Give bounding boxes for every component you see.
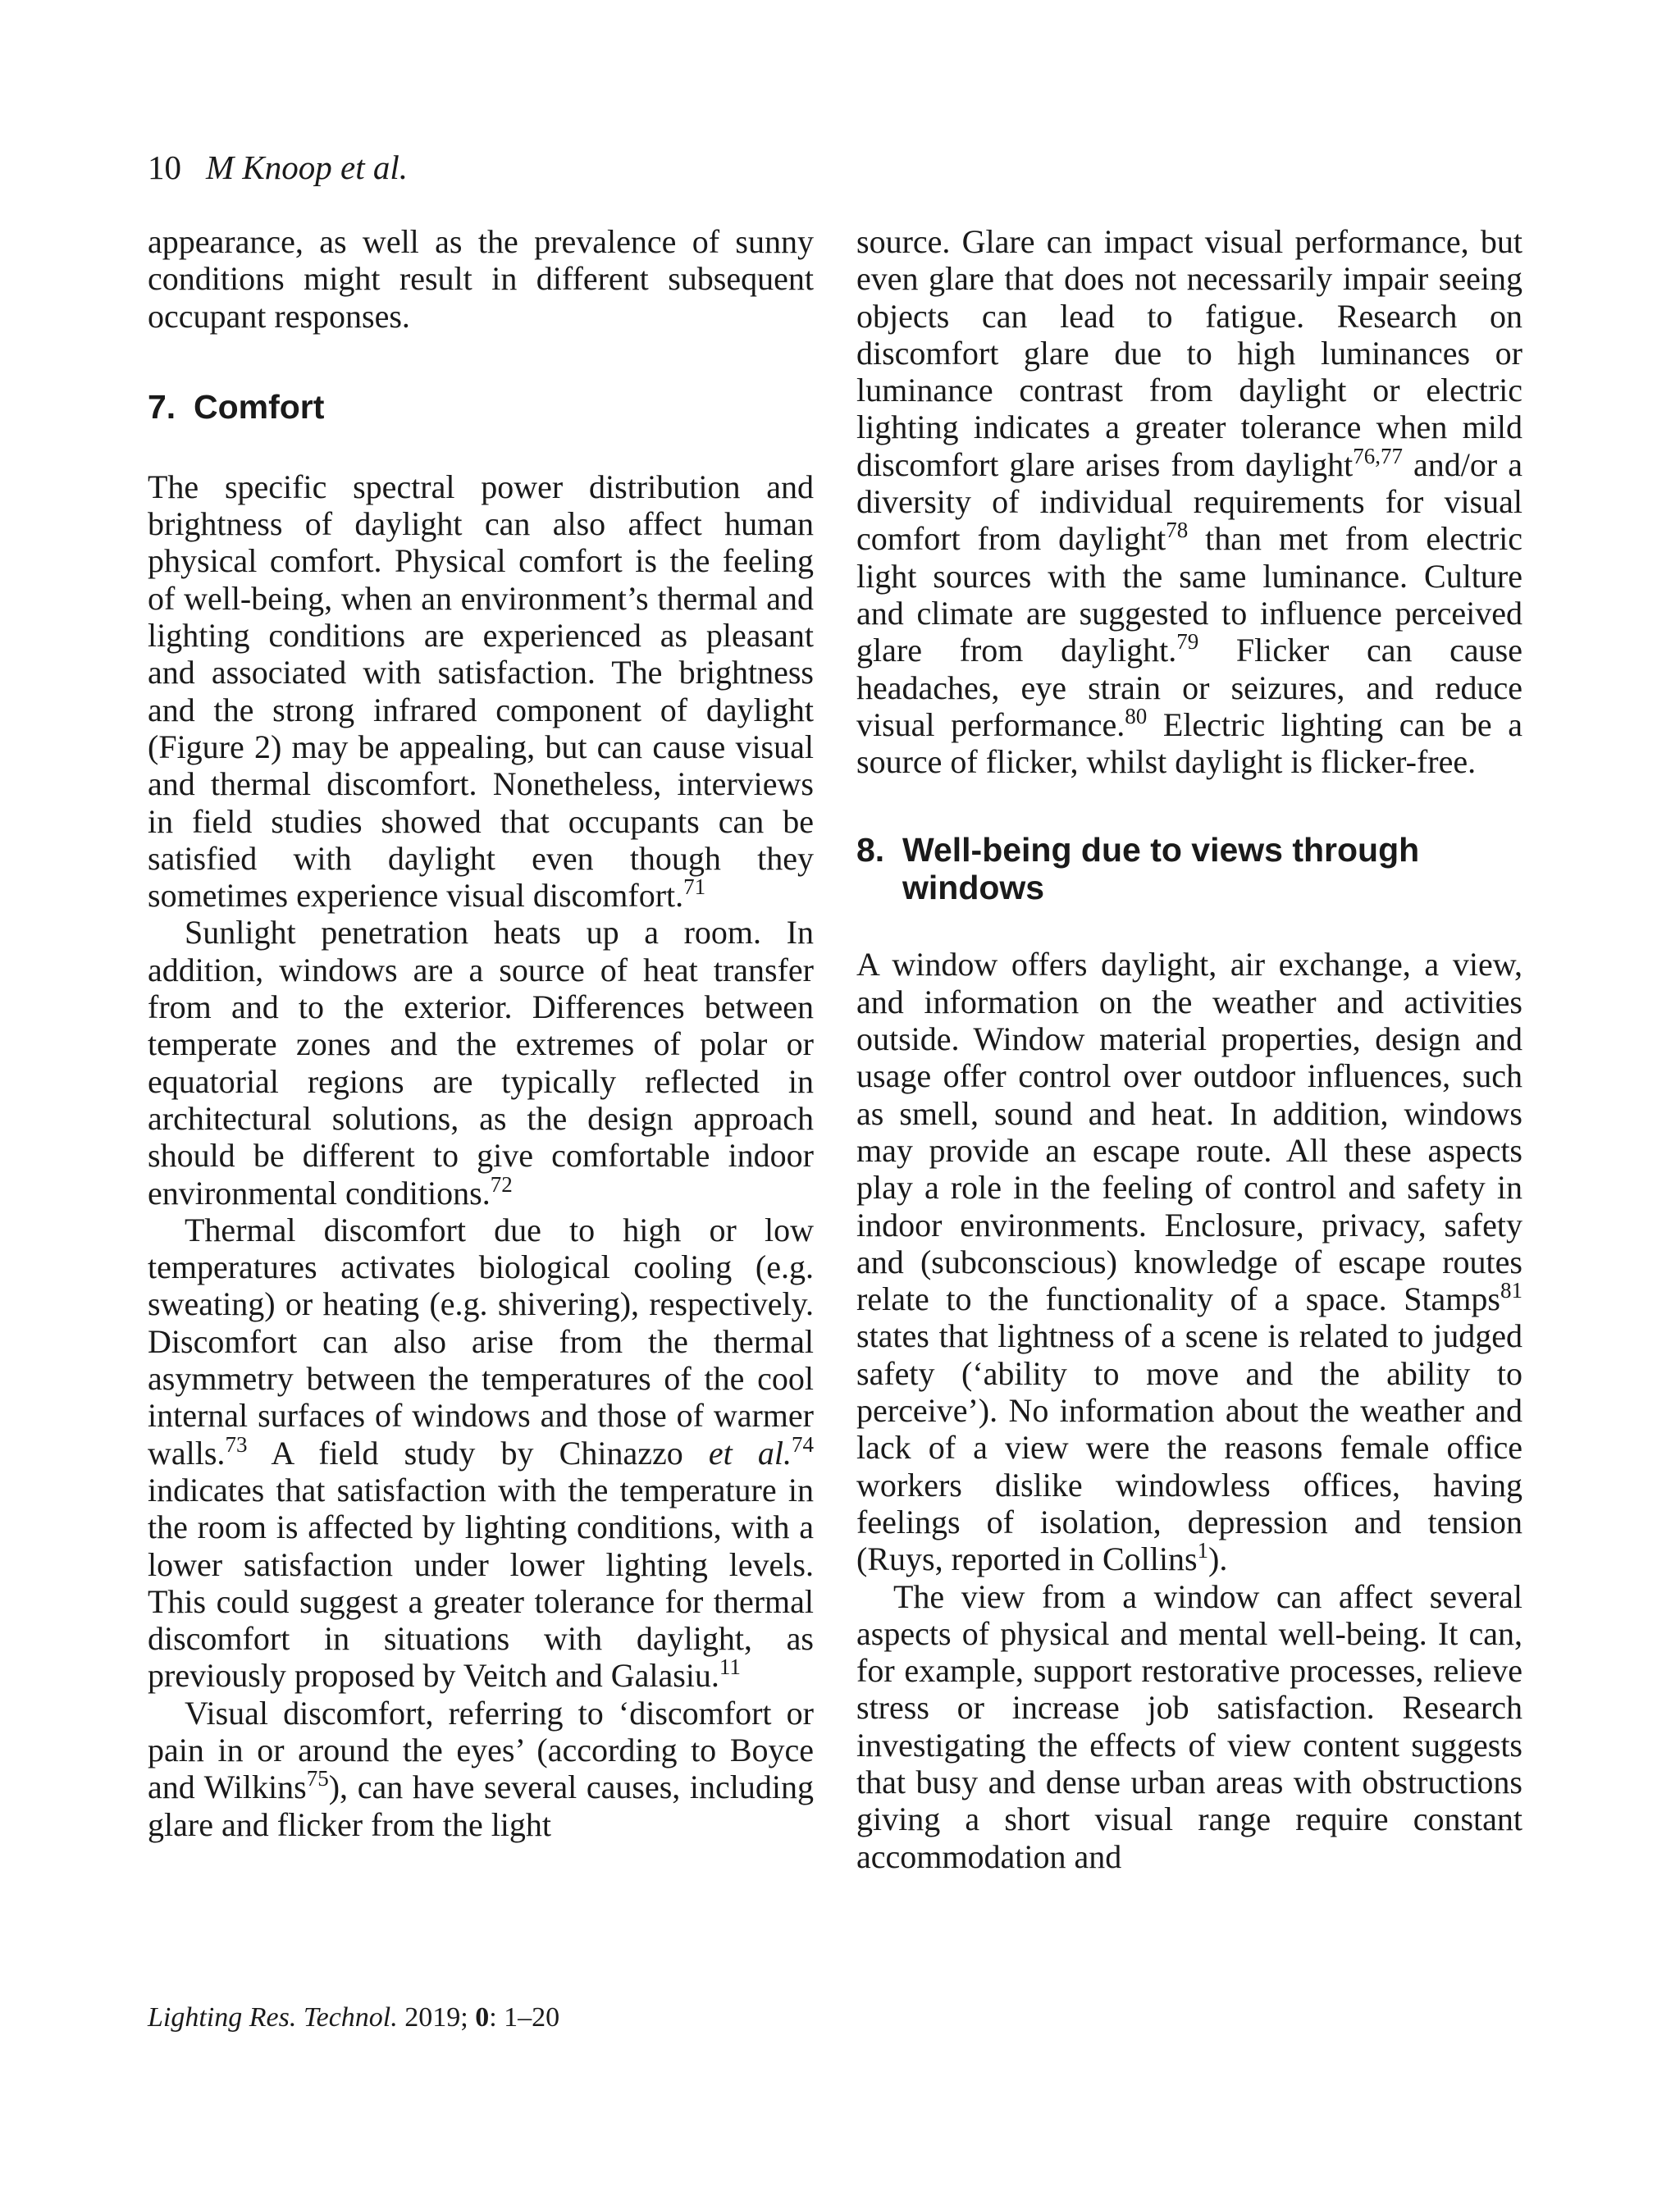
- paragraph-views-2: The view from a window can affect several aspects of physical and mental well-being. It can, for example, support restorative processes, relieve stress or increase job satisfaction. Research investigating the effects of view content suggests that busy and dense urban areas with obstructions giving a short visual range require constant accommodation and: [856, 1577, 1522, 1875]
- citation-ref: 78: [1166, 518, 1189, 543]
- page-number: 10: [148, 148, 181, 186]
- journal-year: 2019;: [404, 2002, 468, 2033]
- citation-ref: 79: [1176, 629, 1199, 655]
- citation-ref: 81: [1500, 1278, 1522, 1303]
- citation-ref: 1: [1197, 1538, 1209, 1563]
- citation-ref: 11: [719, 1654, 741, 1680]
- right-column: [856, 223, 1522, 1875]
- paragraph-comfort-2: Sunlight penetration heats up a room. In addition, windows are a source of heat transfer from and to the exterior. Differences between temperate zones and the extremes of polar or equatorial regions are typically reflected in architectural solutions, as the design approach should be different to give comfortable indoor environmental conditions.$^{72}$: [148, 914, 814, 1212]
- citation-ref: 73: [225, 1431, 248, 1457]
- left-column: [148, 223, 814, 1843]
- citation-ref: 72: [490, 1171, 513, 1197]
- paragraph-continued: appearance, as well as the prevalence of sunny conditions might result in different subsequent occupant responses.: [148, 223, 814, 335]
- journal-name: Lighting Res. Technol.: [148, 2002, 398, 2033]
- paragraph-views-1: A window offers daylight, air exchange, a view, and information on the weather and activities outside. Window material properties, design and usage offer control over outdoor influences, such as smell, sound and heat. In addition, windows may provide an escape route. All these aspects play a role in the feeling of control and safety in indoor environments. Enclosure, privacy, safety and (subconscious) knowledge of escape routes relate to the functionality of a space. Stamps$^{81}$ states that lightness of a scene is related to judged safety (‘ability to move and the ability to perceive’). No information about the weather and lack of a view were the reasons female office workers dislike windowless offices, having feelings of isolation, depression and tension (Ruys, reported in Collins$^1$).: [856, 946, 1522, 1578]
- citation-ref: 74: [792, 1431, 814, 1457]
- section-heading-views: 8. Well-being due to views through windows: [856, 831, 1420, 907]
- citation-ref: 80: [1125, 703, 1148, 728]
- paragraph-glare: source. Glare can impact visual performance, but even glare that does not necessarily impair seeing objects can lead to fatigue. Research on discomfort glare due to high luminances or luminance contrast from daylight or electric lighting indicates a greater tolerance when mild discomfort glare arises from daylight$^{76,77}$ and/or a diversity of individual requirements for visual comfort from daylight$^{78}$ than met from electric light sources with the same luminance. Culture and climate are suggested to influence perceived glare from daylight.$^{79}$ Flicker can cause headaches, eye strain or seizures, and reduce visual performance.$^{80}$ Electric lighting can be a source of flicker, whilst daylight is flicker-free.: [856, 223, 1523, 781]
- journal-volume: 0: [475, 2002, 490, 2033]
- citation-ref: 71: [683, 874, 706, 900]
- section-heading-comfort: 7. Comfort: [148, 387, 325, 426]
- journal-footer: [148, 2001, 559, 2034]
- citation-ref: 76,77: [1353, 443, 1403, 468]
- running-authors: M Knoop et al.: [206, 148, 408, 186]
- running-header: [148, 148, 408, 187]
- paragraph-comfort-4: Visual discomfort, referring to ‘discomfort or pain in or around the eyes’ (according to Boyce and Wilkins$^{75}$), can have several causes, including glare and flicker from the light: [148, 1694, 814, 1843]
- paragraph-comfort-3: Thermal discomfort due to high or low temperatures activates biological cooling (e.g. sweating) or heating (e.g. shivering), respectively. Discomfort can also arise from the thermal asymmetry between the temperatures of the cool internal surfaces of windows and those of warmer walls.$^{73}$ A field study by Chinazzo et al.$^{74}$ indicates that satisfaction with the temperature in the room is affected by lighting conditions, with a lower satisfaction under lower lighting levels. This could suggest a greater tolerance for thermal discomfort in situations with daylight, as previously proposed by Veitch and Galasiu.$^{11}$: [148, 1211, 814, 1695]
- journal-pages: : 1–20: [489, 2002, 560, 2033]
- citation-ref: 75: [306, 1766, 329, 1791]
- paragraph-comfort-1: The specific spectral power distribution and brightness of daylight can also affect human physical comfort. Physical comfort is the feeling of well-being, when an environment’s thermal and lighting conditions are experienced as pleasant and associated with satisfaction. The brightness and the strong infrared component of daylight (Figure 2) may be appealing, but can cause visual and thermal discomfort. Nonetheless, interviews in field studies showed that occupants can be satisfied with daylight even though they sometimes experience visual discomfort.$^{71}$: [148, 468, 814, 915]
